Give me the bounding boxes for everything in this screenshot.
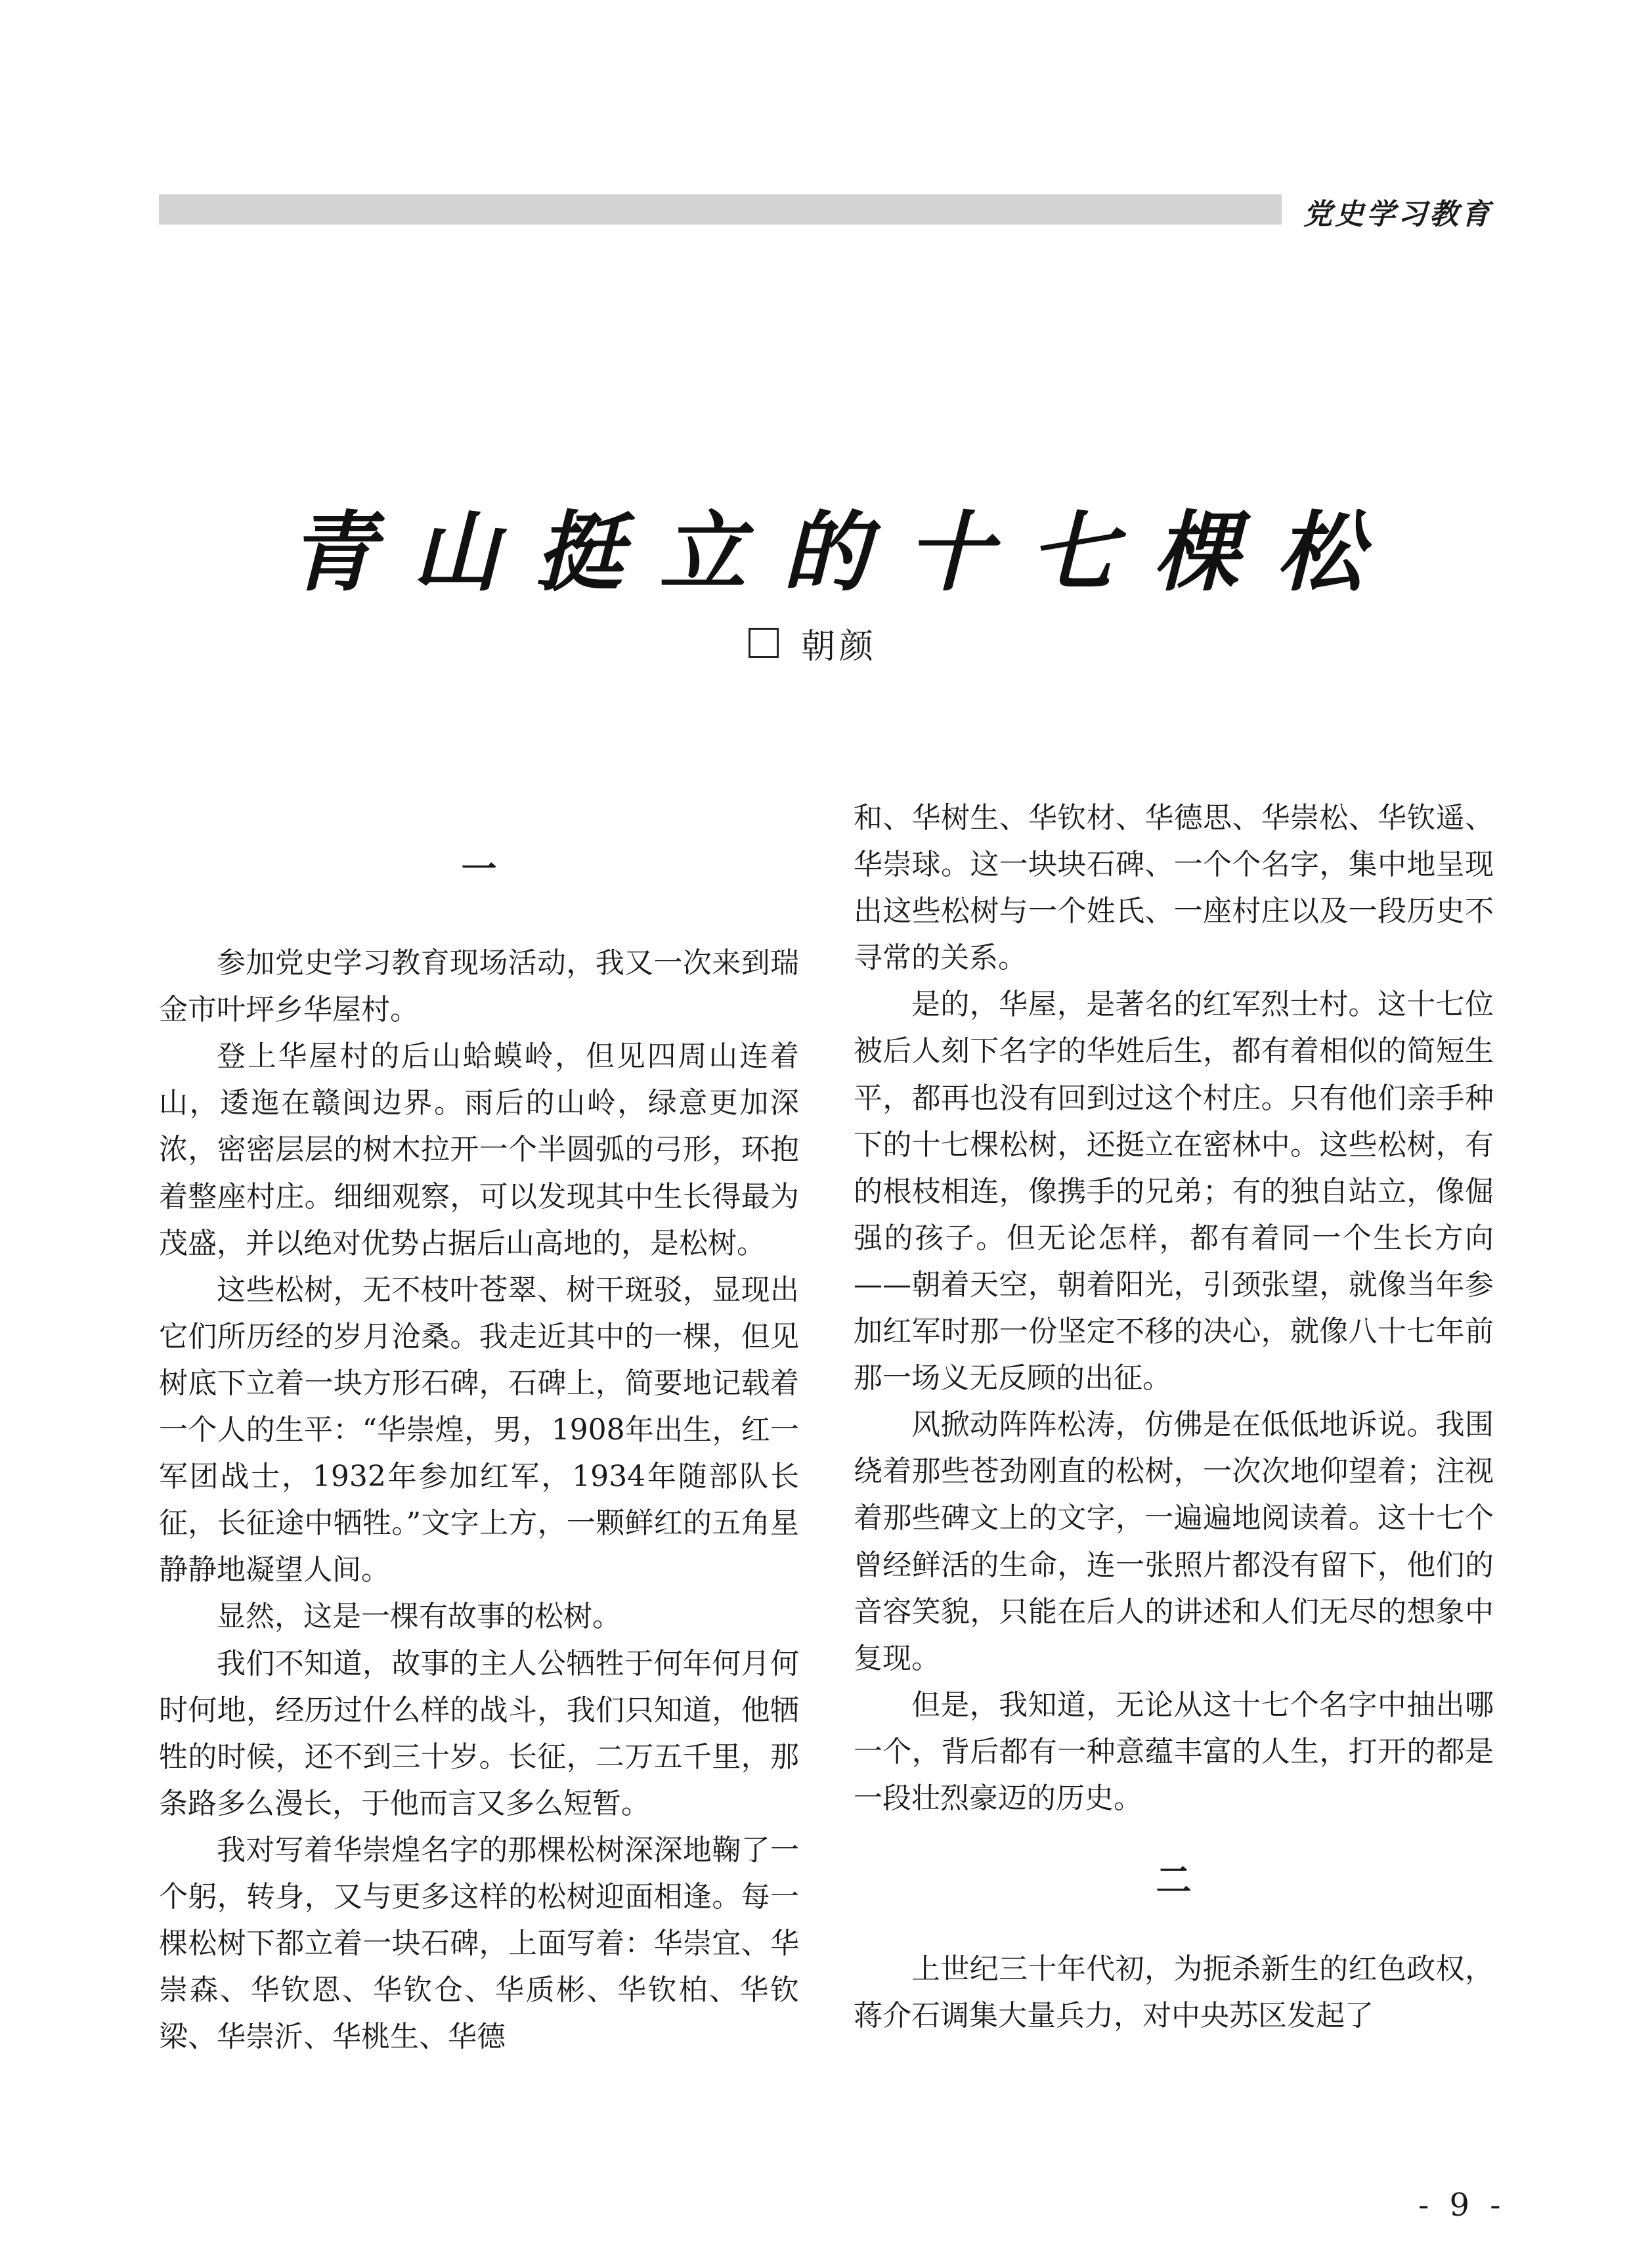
byline-box-icon — [749, 628, 779, 658]
paragraph: 显然，这是一棵有故事的松树。 — [217, 1600, 621, 1634]
paragraph: 参加党史学习教育现场活动，我又一次来到瑞金市叶坪乡华屋村。 — [159, 946, 799, 1027]
section-label: 党史学习教育 — [1303, 198, 1492, 231]
byline — [749, 620, 877, 666]
header-bar — [159, 194, 1282, 225]
author-name: 朝颜 — [801, 626, 878, 667]
paragraph: 我们不知道，故事的主人公牺牲于何年何月何时何地，经历过什么样的战斗，我们只知道，他牺牲的时候，还不到三十岁。长征，二万五千里，那条路多么漫长，于他而言又多么短暂。 — [159, 1646, 799, 1820]
section-number-1: 一 — [461, 848, 497, 890]
paragraph: 风掀动阵阵松涛，仿佛是在低低地诉说。我围绕着那些苍劲刚直的松树，一次次地仰望着；注视着那些碑文上的文字，一遍遍地阅读着。这十七个曾经鲜活的生命，连一张照片都没有留下，他们的音容笑貌，只能在后人的讲述和人们无尽的想象中复现。 — [854, 1408, 1494, 1675]
article-title: 青山挺立的十七棵松 — [289, 502, 1400, 603]
paragraph: 这些松树，无不枝叶苍翠、树干斑驳，显现出它们所历经的岁月沧桑。我走近其中的一棵，但见树底下立着一块方形石碑，石碑上，简要地记载着一个人的生平：“华崇煌，男，1908年出生，红一军团战士，1932年参加红军，1934年随部队长征，长征途中牺牲。”文字上方，一颗鲜红的五角星静静地凝望人间。 — [159, 1273, 799, 1587]
section-number-2: 二 — [1156, 1859, 1192, 1902]
paragraph: 但是，我知道，无论从这十七个名字中抽出哪一个，背后都有一种意蕴丰富的人生，打开的都是一段壮烈豪迈的历史。 — [854, 1688, 1494, 1815]
paragraph: 我对写着华崇煌名字的那棵松树深深地鞠了一个躬，转身，又与更多这样的松树迎面相逢。每一棵松树下都立着一块石碑，上面写着：华崇宜、华崇森、华钦恩、华钦仓、华质彬、华钦柏、华钦梁、华崇沂、华桃生、华德 — [159, 1833, 799, 2054]
left-column — [159, 795, 799, 2060]
page-number: - 9 - — [1418, 2187, 1506, 2224]
paragraph: 登上华屋村的后山蛤蟆岭，但见四周山连着山，逶迤在赣闽边界。雨后的山岭，绿意更加深浓，密密层层的树木拉开一个半圆弧的弓形，环抱着整座村庄。细细观察，可以发现其中生长得最为茂盛，并以绝对优势占据后山高地的，是松树。 — [159, 1040, 799, 1260]
paragraph-continuation: 和、华树生、华钦材、华德思、华崇松、华钦遥、华崇球。这一块块石碑、一个个名字，集中地呈现出这些松树与一个姓氏、一座村庄以及一段历史不寻常的关系。 — [854, 801, 1494, 975]
right-column — [854, 795, 1494, 2039]
paragraph: 是的，华屋，是著名的红军烈士村。这十七位被后人刻下名字的华姓后生，都有着相似的简短生平，都再也没有回到过这个村庄。只有他们亲手种下的十七棵松树，还挺立在密林中。这些松树，有的根枝相连，像携手的兄弟；有的独自站立，像倔强的孩子。但无论怎样，都有着同一个生长方向——朝着天空，朝着阳光，引颈张望，就像当年参加红军时那一份坚定不移的决心，就像八十七年前那一场义无反顾的出征。 — [854, 988, 1494, 1395]
paragraph: 上世纪三十年代初，为扼杀新生的红色政权，蒋介石调集大量兵力，对中央苏区发起了 — [854, 1952, 1494, 2033]
